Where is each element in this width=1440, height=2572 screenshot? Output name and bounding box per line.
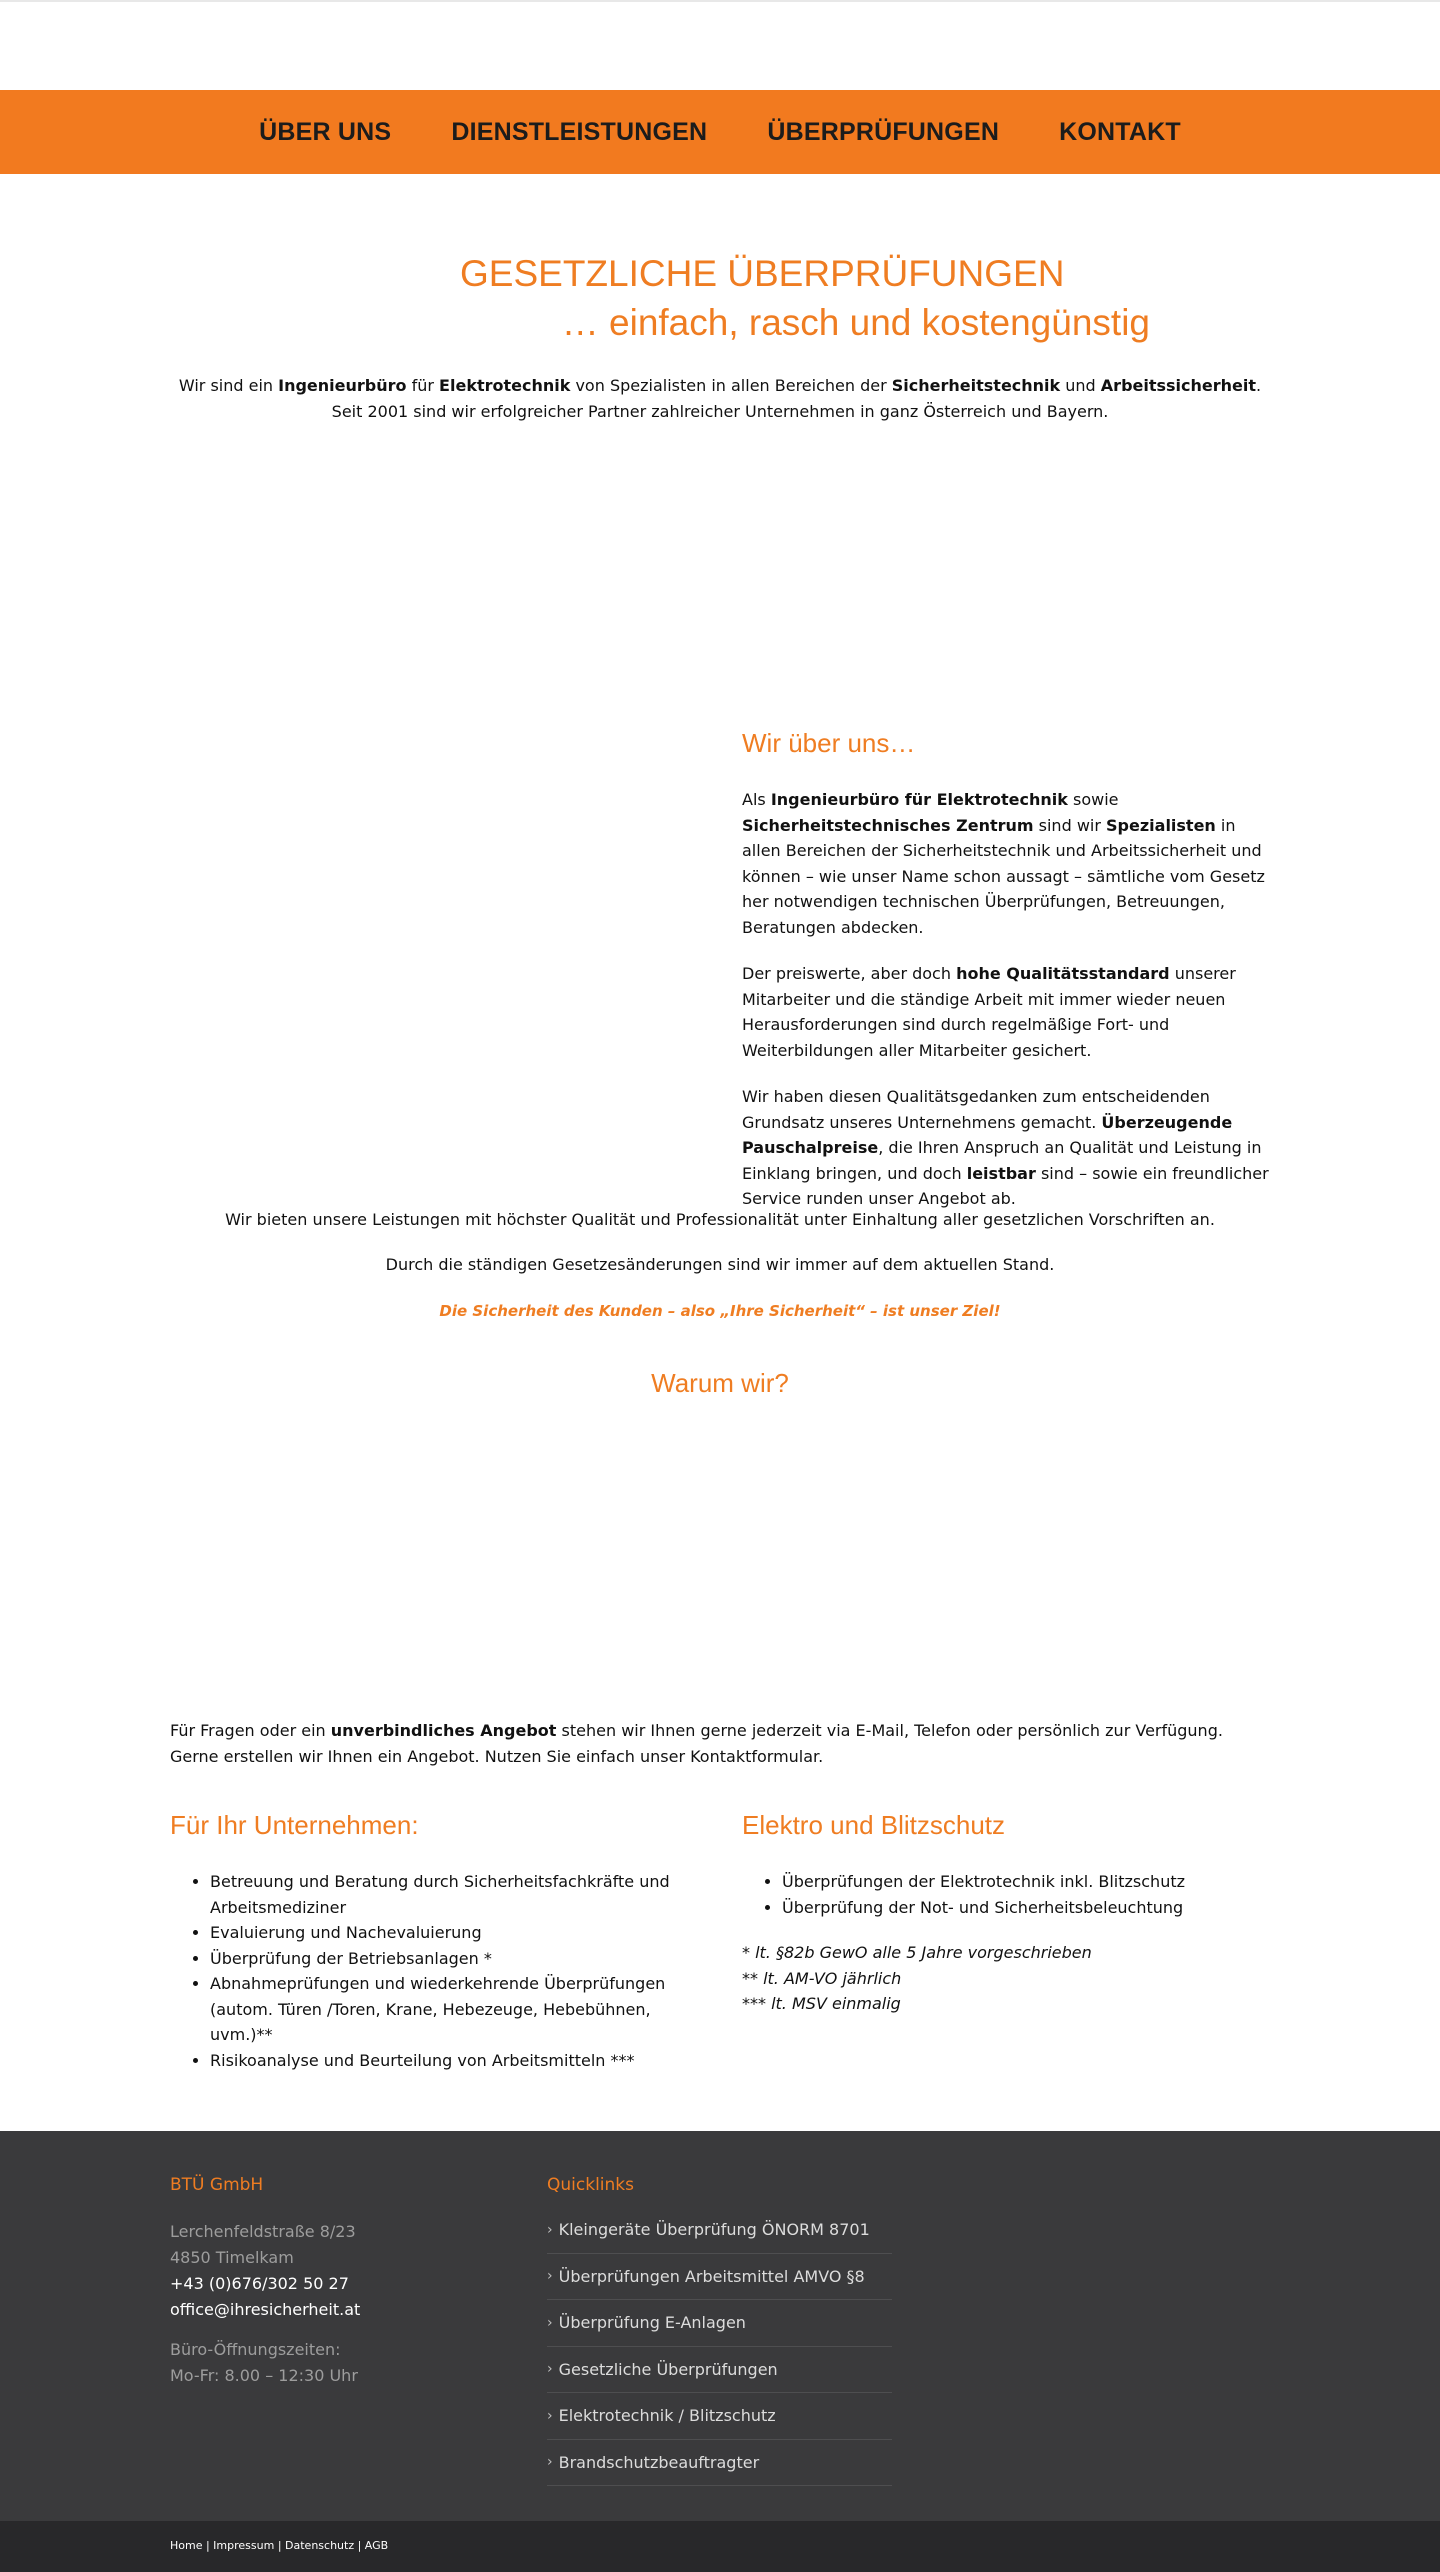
intro-bold: Sicherheitstechnik: [891, 376, 1061, 395]
intro-text-part: Wir sind ein: [178, 376, 279, 395]
services-elektro-list: [742, 1869, 1272, 1920]
top-border: [0, 0, 1440, 2]
services-elektro: [742, 1810, 1272, 2017]
intro-bold: Ingenieurbüro: [278, 376, 407, 395]
slogan: Die Sicherheit des Kunden – also „Ihre Sicherheit“ – ist unser Ziel!: [439, 1302, 1001, 1320]
footer-hours-label: Büro-Öffnungszeiten:: [170, 2340, 341, 2359]
list-item: • Überprüfung der Not- und Sicherheitsbeleuchtung: [782, 1895, 1272, 1921]
text-part: sind – sowie ein freundlicher Service runden unser Angebot ab.: [742, 1163, 1269, 1208]
list-item: • Überprüfungen der Elektrotechnik inkl. Blitzschutz: [782, 1869, 1272, 1895]
services-elektro-heading: Elektro und Blitzschutz: [742, 1810, 1006, 1840]
quicklink-label: Elektrotechnik / Blitzschutz: [558, 2406, 776, 2426]
footer-hours: Mo-Fr: 8.00 – 12:30 Uhr: [170, 2366, 358, 2385]
chevron-right-icon: ›: [547, 2454, 553, 2471]
bold-text: unverbindliches Angebot: [330, 1721, 557, 1740]
nav-item-ueber-uns[interactable]: ÜBER UNS: [259, 117, 392, 146]
quicklink-item[interactable]: [547, 2300, 892, 2347]
intro-text-part: . Seit 2001 sind wir erfolgreicher Partner zahlreicher Unternehmen in ganz Österreich und Bayern.: [331, 376, 1262, 421]
nav-item-dienstleistungen[interactable]: DIENSTLEISTUNGEN: [451, 117, 708, 146]
contact-form-link[interactable]: Kontaktformular: [690, 1747, 819, 1766]
about-paragraph-2: [742, 961, 1272, 1063]
quicklink-label: Brandschutzbeauftragter: [558, 2452, 760, 2472]
statement-current: Durch die ständigen Gesetzesänderungen sind wir immer auf dem aktuellen Stand.: [385, 1255, 1055, 1274]
footnote: * lt. §82b GewO alle 5 Jahre vorgeschrieben: [742, 1943, 1092, 1962]
footer-quicklinks-title: Quicklinks: [547, 2175, 634, 2195]
text-part: Als: [742, 790, 771, 809]
contact-paragraph: [170, 1718, 1270, 1770]
footer-quicklinks: [547, 2175, 892, 2486]
footer-company: [170, 2175, 500, 2389]
text-part: Der preiswerte, aber doch: [742, 964, 957, 983]
hero-title: GESETZLICHE ÜBERPRÜFUNGEN: [460, 253, 1065, 294]
text-part: , die Ihren Anspruch an Qualität und Leistung in Einklang bringen, und doch: [742, 1138, 1262, 1183]
about-paragraph-1: [742, 787, 1272, 940]
footer-street: Lerchenfeldstraße 8/23: [170, 2222, 356, 2241]
about-section: [742, 728, 1272, 1233]
statement-quality: Wir bieten unsere Leistungen mit höchster Qualität und Professionalität unter Einhaltung aller gesetzlichen Vorschriften an.: [225, 1210, 1215, 1229]
intro-bold: Elektrotechnik: [439, 376, 571, 395]
chevron-right-icon: ›: [547, 2361, 553, 2378]
quicklink-item[interactable]: [547, 2393, 892, 2440]
warum-heading: Warum wir?: [651, 1368, 789, 1398]
legal-links[interactable]: Home | Impressum | Datenschutz | AGB: [170, 2539, 389, 2552]
text-part: sowie: [1067, 790, 1119, 809]
quicklink-label: Kleingeräte Überprüfung ÖNORM 8701: [558, 2220, 870, 2240]
bottom-bar: [0, 2521, 1440, 2572]
footnote: *** lt. MSV einmalig: [742, 1994, 901, 2013]
nav-item-kontakt[interactable]: KONTAKT: [1059, 117, 1181, 146]
quicklink-label: Überprüfungen Arbeitsmittel AMVO §8: [558, 2266, 865, 2286]
bold-text: hohe Qualitätsstandard: [956, 964, 1170, 983]
text-part: .: [818, 1747, 824, 1766]
footer-company-title: BTÜ GmbH: [170, 2175, 264, 2195]
about-heading: Wir über uns…: [742, 728, 916, 758]
intro-bold: Arbeitssicherheit: [1100, 376, 1257, 395]
hero-subtitle: … einfach, rasch und kostengünstig: [561, 302, 1150, 343]
text-part: stehen wir Ihnen gerne jederzeit via E-Mail, Telefon oder persönlich zur Verfügung. Gerne erstellen wir Ihnen ein Angebot. Nutzen Sie einfach unser: [170, 1721, 1223, 1766]
quicklink-item[interactable]: [547, 2440, 892, 2487]
list-item: • Abnahmeprüfungen und wiederkehrende Überprüfungen (autom. Türen /Toren, Krane, Hebezeuge, Hebebühnen, uvm.)**: [210, 1971, 700, 2048]
footer-city: 4850 Timelkam: [170, 2248, 294, 2267]
intro-text-part: von Spezialisten in allen Bereichen der: [570, 376, 892, 395]
bold-text: Sicherheitstechnisches Zentrum: [742, 815, 1034, 835]
text-part: Wir haben diesen Qualitätsgedanken zum entscheidenden Grundsatz unseres Unternehmens gemacht.: [742, 1087, 1210, 1132]
bold-text: Spezialisten: [1106, 815, 1216, 835]
text-part: unserer Mitarbeiter und die ständige Arbeit mit immer wieder neuen Herausforderungen sind durch regelmäßige Fort- und Weiterbildungen aller Mitarbeiter gesichert.: [742, 964, 1236, 1060]
bold-text: Überzeugende Pauschalpreise: [742, 1112, 1233, 1157]
chevron-right-icon: ›: [547, 2221, 553, 2238]
footnote: ** lt. AM-VO jährlich: [742, 1968, 902, 1988]
services-company: [170, 1810, 700, 2073]
about-paragraph-3: [742, 1084, 1272, 1212]
services-company-list: [170, 1869, 700, 2073]
footer: [0, 2131, 1440, 2521]
chevron-right-icon: ›: [547, 2314, 553, 2331]
text-part: sind wir: [1033, 815, 1107, 835]
bold-text: Ingenieurbüro für Elektrotechnik: [770, 790, 1068, 809]
chevron-right-icon: ›: [547, 2268, 553, 2285]
main-navigation: [0, 90, 1440, 174]
footer-email[interactable]: office@ihresicherheit.at: [170, 2300, 361, 2319]
quicklink-item[interactable]: [547, 2207, 892, 2254]
intro-text: [170, 373, 1270, 425]
quicklink-label: Überprüfung E-Anlagen: [558, 2313, 746, 2333]
quicklink-label: Gesetzliche Überprüfungen: [558, 2359, 778, 2379]
list-item: • Evaluierung und Nachevaluierung: [210, 1920, 700, 1946]
footnotes: [742, 1940, 1272, 2017]
nav-item-ueberpruefungen[interactable]: ÜBERPRÜFUNGEN: [767, 117, 1000, 146]
quicklink-item[interactable]: [547, 2254, 892, 2301]
intro-text-part: und: [1060, 376, 1101, 395]
services-company-heading: Für Ihr Unternehmen:: [170, 1810, 419, 1840]
text-part: Für Fragen oder ein: [170, 1721, 331, 1740]
footer-phone[interactable]: +43 (0)676/302 50 27: [170, 2274, 349, 2293]
intro-text-part: für: [406, 376, 440, 395]
quicklink-item[interactable]: [547, 2347, 892, 2394]
list-item: • Überprüfung der Betriebsanlagen *: [210, 1946, 700, 1972]
text-part: in allen Bereichen der Sicherheitstechnik und Arbeitssicherheit und können – wie unser Name schon aussagt – sämtliche vom Gesetz her notwendigen technischen Überprüfungen, Betreuungen, Beratungen abdecken.: [742, 815, 1265, 937]
list-item: • Risikoanalyse und Beurteilung von Arbeitsmitteln ***: [210, 2048, 700, 2074]
list-item: • Betreuung und Beratung durch Sicherheitsfachkräfte und Arbeitsmediziner: [210, 1869, 700, 1920]
bold-text: leistbar: [966, 1163, 1036, 1183]
chevron-right-icon: ›: [547, 2407, 553, 2424]
